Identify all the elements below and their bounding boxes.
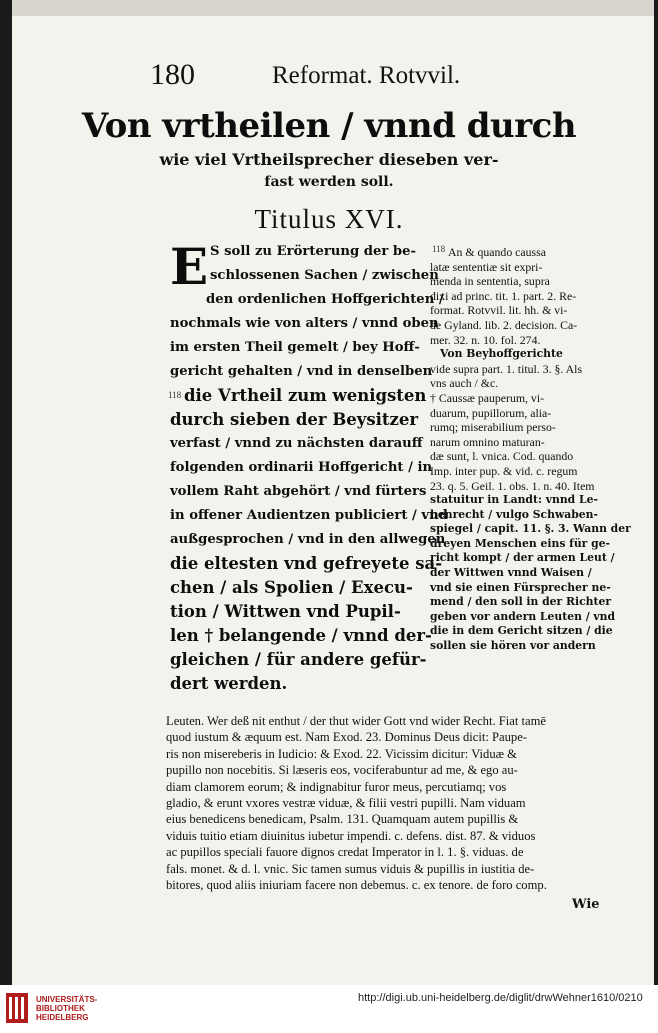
text-line: S soll zu Erörterung der be- [210, 244, 417, 259]
text-line: die Vrtheil zum wenigsten [184, 386, 427, 405]
text-line: sollen sie hören vor andern [430, 639, 596, 653]
section-title-line3: fast werden soll. [264, 174, 394, 190]
text-line: vollem Raht abgehört / vnd fürters [170, 484, 427, 499]
right-column [430, 245, 631, 654]
section-title-line2: wie viel Vrtheilsprecher dieseben ver- [159, 150, 499, 169]
text-line: eius benedicens benedicam, Psalm. 131. Quamquam autem pupillis & [166, 812, 519, 827]
page-header [150, 58, 580, 98]
text-line: dæ sunt, l. vnica. Cod. quando [430, 449, 574, 464]
library-name: UNIVERSITÄTS- BIBLIOTHEK HEIDELBERG [36, 995, 98, 1022]
text-line: quod iustum & æquum est. Nam Exod. 23. Dominus Deus dicit: Paupe- [166, 730, 528, 745]
text-line: pupillo non nocebitis. Si læseris eos, vociferabuntur ad me, & ego au- [166, 763, 518, 778]
section-title-line1: Von vrtheilen / vnnd durch [81, 106, 577, 146]
catchword: Wie [572, 897, 600, 912]
running-title: Reformat. Rotvvil. [272, 62, 461, 89]
text-line: An & quando caussa [448, 245, 546, 259]
text-line: dreyen Menschen eins für ge- [430, 536, 611, 550]
text-line: † Caussæ pauperum, vi- [430, 390, 545, 405]
right-margin-note: 118 [432, 244, 446, 254]
text-line: diam clamorem eorum; & indignabitur furor meus, percutiamq; vos [166, 779, 507, 794]
drop-cap: E [170, 237, 209, 296]
text-line: mend / den soll in der Richter [430, 595, 612, 609]
text-line: vnd sie einen Fürsprecher ne- [430, 580, 611, 594]
text-line: narum omnino maturan- [430, 434, 545, 449]
titulus-heading: Titulus XVI. [254, 204, 404, 234]
text-line: gleichen / für andere gefür- [170, 650, 427, 669]
page-top-edge [12, 0, 654, 16]
text-line: len † belangende / vnnd der- [170, 626, 432, 645]
text-line: durch sieben der Beysitzer [170, 410, 419, 429]
text-line: ris non misereberis in Iudicio: & Exod. 22. Vicissim dicitur: Viduæ & [166, 746, 517, 761]
text-line: spiegel / capit. 11. §. 3. Wann der [430, 522, 631, 536]
permalink-url[interactable]: http://digi.ub.uni-heidelberg.de/diglit/drwWehner1610/0210 [358, 992, 643, 1004]
text-line: chen / als Spolien / Execu- [170, 578, 413, 597]
text-line: 23. q. 5. Geil. 1. obs. 1. n. 40. Item [430, 478, 595, 493]
text-line: menda in sententia, supra [430, 274, 550, 289]
text-line: bitores, quod aliis iniuriam facere non debemus. c. ex tenore. de foro comp. [166, 877, 547, 892]
left-margin-note: 118 [168, 390, 182, 400]
viewer-footer [0, 985, 658, 1033]
text-line: folgenden ordinarii Hoffgericht / in [170, 460, 433, 475]
text-line: tion / Wittwen vnd Pupil- [170, 602, 401, 621]
text-line: ac pupillos speciali fauore dignos credat Imperator in l. 1. §. viduas. de [166, 845, 524, 860]
text-line: gladio, & erunt vxores vestræ viduæ, & filii vestri pupilli. Nam viduam [166, 795, 526, 810]
text-line: fals. monet. & d. l. vnic. Sic tamen sumus viduis & pupillis in iustitia de- [166, 861, 535, 876]
text-line: gericht gehalten / vnd in denselben [170, 364, 433, 379]
text-line: rumq; miserabilium perso- [430, 420, 556, 435]
text-line: vns auch / &c. [430, 376, 499, 391]
text-line: der Wittwen vnnd Waisen / [430, 566, 592, 580]
text-line: im ersten Theil gemelt / bey Hoff- [170, 340, 420, 355]
text-line: latæ sententiæ sit expri- [430, 259, 543, 274]
full-width-text [166, 713, 606, 893]
text-line: geben vor andern Leuten / vnd [430, 609, 616, 623]
text-line: die eltesten vnd gefreyete sa- [170, 554, 443, 573]
text-line: de Gyland. lib. 2. decision. Ca- [430, 317, 578, 332]
text-line: verfast / vnnd zu nächsten darauff [170, 436, 423, 451]
text-line: statuitur in Landt: vnnd Le- [430, 493, 598, 507]
text-line: den ordenlichen Hoffgerichten / [206, 292, 444, 307]
text-line: viduis tuitio etiam diuinitus iubetur impendi. c. defens. dist. 87. & viduos [166, 828, 536, 843]
text-line: außgesprochen / vnd in den allwegen [170, 532, 446, 547]
text-line: dert werden. [170, 674, 288, 693]
text-line: format. Rotvvil. lit. hh. & vi- [430, 303, 568, 318]
text-line: die in dem Gericht sitzen / die [430, 624, 613, 638]
text-line: Leuten. Wer deß nit enthut / der thut wider Gott vnd wider Recht. Fiat tamē [166, 714, 546, 728]
text-line: Von Beyhoffgerichte [440, 347, 563, 361]
library-logo-icon [6, 993, 28, 1023]
text-line: in offener Audientzen publiciert / vnd [170, 508, 448, 523]
text-line: dixi ad princ. tit. 1. part. 2. Re- [430, 288, 577, 303]
text-line: mer. 32. n. 10. fol. 274. [430, 332, 541, 347]
text-line: duarum, pupillorum, alia- [430, 405, 552, 420]
text-line: richt kompt / der armen Leut / [430, 551, 615, 565]
page-number: 180 [150, 58, 195, 91]
text-line: vide supra part. 1. titul. 3. §. Als [430, 361, 583, 376]
text-line: nochmals wie von alters / vnnd oben [170, 316, 439, 331]
text-line: schlossenen Sachen / zwischen [210, 268, 439, 283]
text-line: henrecht / vulgo Schwaben- [430, 507, 598, 521]
text-line: Imp. inter pup. & vid. c. regum [430, 463, 578, 478]
